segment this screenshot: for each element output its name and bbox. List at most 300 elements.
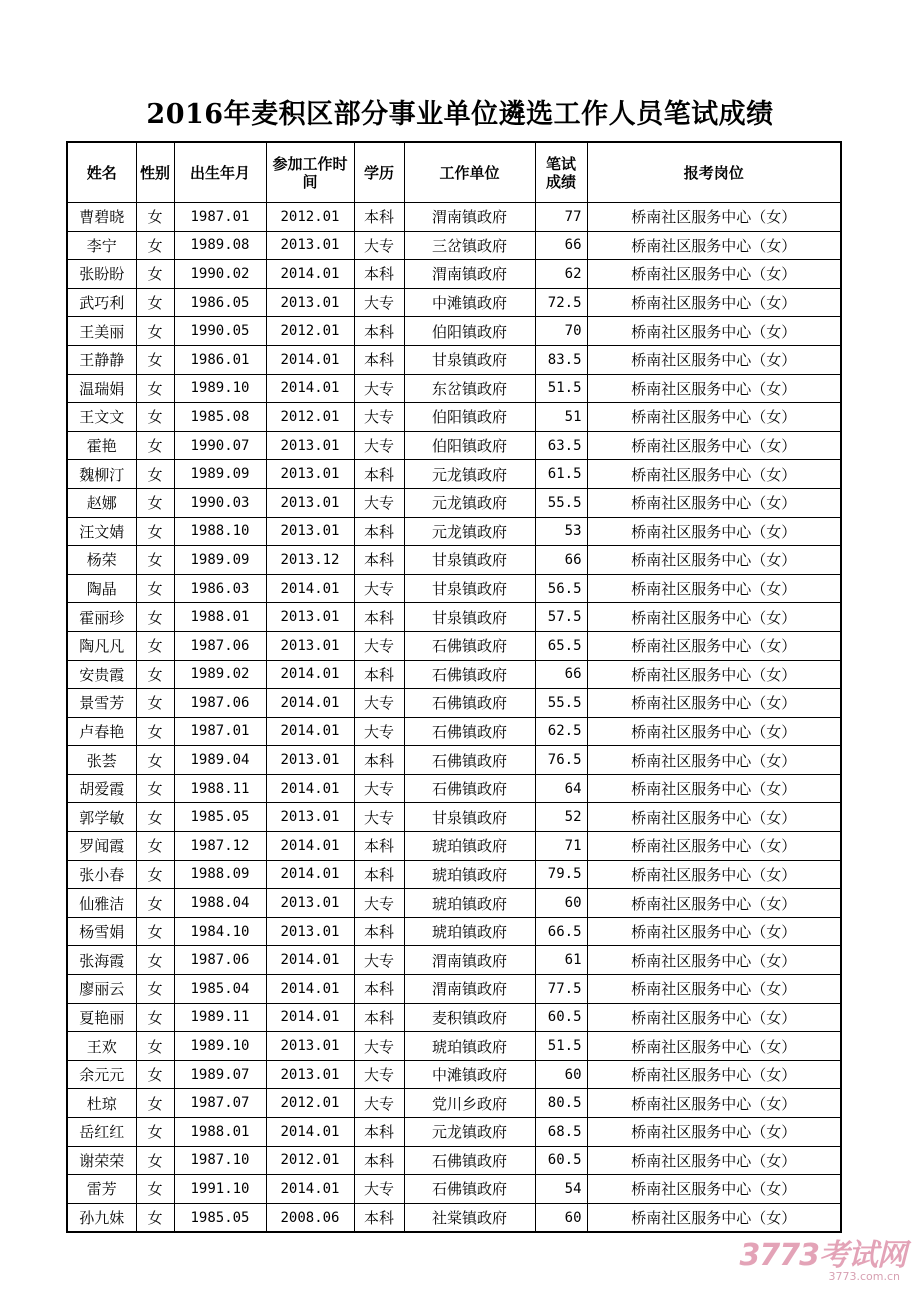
cell-gender: 女	[136, 803, 174, 832]
cell-work-start: 2013.01	[266, 631, 354, 660]
cell-employer: 三岔镇政府	[404, 231, 535, 260]
cell-birth: 1988.09	[174, 860, 266, 889]
cell-score: 56.5	[535, 574, 587, 603]
cell-birth: 1989.08	[174, 231, 266, 260]
cell-employer: 甘泉镇政府	[404, 546, 535, 575]
cell-birth: 1990.02	[174, 260, 266, 289]
table-row	[67, 660, 841, 689]
cell-birth: 1988.01	[174, 603, 266, 632]
cell-score: 68.5	[535, 1118, 587, 1147]
cell-work-start: 2012.01	[266, 203, 354, 232]
cell-score: 63.5	[535, 431, 587, 460]
cell-birth: 1987.07	[174, 1089, 266, 1118]
cell-name: 余元元	[67, 1060, 136, 1089]
cell-position: 桥南社区服务中心（女）	[587, 717, 841, 746]
watermark-url: 3773.com.cn	[828, 1270, 900, 1283]
cell-employer: 琥珀镇政府	[404, 889, 535, 918]
cell-work-start: 2013.01	[266, 1060, 354, 1089]
cell-score: 60.5	[535, 1146, 587, 1175]
table-row	[67, 832, 841, 861]
cell-education: 大专	[354, 689, 404, 718]
cell-score: 72.5	[535, 288, 587, 317]
table-row	[67, 574, 841, 603]
cell-birth: 1985.04	[174, 975, 266, 1004]
cell-score: 66	[535, 231, 587, 260]
table-row	[67, 1003, 841, 1032]
cell-name: 陶凡凡	[67, 631, 136, 660]
cell-gender: 女	[136, 260, 174, 289]
table-row	[67, 1089, 841, 1118]
cell-work-start: 2008.06	[266, 1203, 354, 1232]
cell-birth: 1985.08	[174, 403, 266, 432]
cell-education: 大专	[354, 488, 404, 517]
cell-name: 孙九妹	[67, 1203, 136, 1232]
cell-work-start: 2013.01	[266, 288, 354, 317]
cell-gender: 女	[136, 1146, 174, 1175]
table-row	[67, 1203, 841, 1232]
table-row	[67, 317, 841, 346]
header-employer: 工作单位	[404, 142, 535, 203]
cell-gender: 女	[136, 1203, 174, 1232]
cell-name: 汪文婧	[67, 517, 136, 546]
cell-position: 桥南社区服务中心（女）	[587, 917, 841, 946]
cell-position: 桥南社区服务中心（女）	[587, 345, 841, 374]
cell-gender: 女	[136, 1032, 174, 1061]
table-row	[67, 460, 841, 489]
cell-work-start: 2014.01	[266, 717, 354, 746]
cell-position: 桥南社区服务中心（女）	[587, 832, 841, 861]
cell-education: 大专	[354, 574, 404, 603]
table-row	[67, 488, 841, 517]
cell-score: 77	[535, 203, 587, 232]
cell-score: 71	[535, 832, 587, 861]
cell-employer: 石佛镇政府	[404, 746, 535, 775]
cell-employer: 石佛镇政府	[404, 1146, 535, 1175]
cell-employer: 中滩镇政府	[404, 1060, 535, 1089]
table-row	[67, 546, 841, 575]
cell-name: 雷芳	[67, 1175, 136, 1204]
cell-name: 谢荣荣	[67, 1146, 136, 1175]
cell-birth: 1989.10	[174, 374, 266, 403]
cell-birth: 1987.01	[174, 717, 266, 746]
cell-birth: 1991.10	[174, 1175, 266, 1204]
cell-work-start: 2012.01	[266, 1089, 354, 1118]
cell-employer: 甘泉镇政府	[404, 574, 535, 603]
cell-gender: 女	[136, 1060, 174, 1089]
cell-position: 桥南社区服务中心（女）	[587, 374, 841, 403]
cell-work-start: 2012.01	[266, 317, 354, 346]
cell-employer: 东岔镇政府	[404, 374, 535, 403]
cell-name: 张荟	[67, 746, 136, 775]
table-row	[67, 889, 841, 918]
cell-work-start: 2014.01	[266, 975, 354, 1004]
cell-work-start: 2013.01	[266, 1032, 354, 1061]
cell-employer: 琥珀镇政府	[404, 1032, 535, 1061]
cell-work-start: 2014.01	[266, 260, 354, 289]
cell-employer: 石佛镇政府	[404, 774, 535, 803]
cell-position: 桥南社区服务中心（女）	[587, 889, 841, 918]
cell-work-start: 2014.01	[266, 345, 354, 374]
table-row	[67, 260, 841, 289]
cell-position: 桥南社区服务中心（女）	[587, 1175, 841, 1204]
cell-education: 本科	[354, 1118, 404, 1147]
cell-birth: 1989.09	[174, 546, 266, 575]
cell-name: 魏柳汀	[67, 460, 136, 489]
cell-score: 61	[535, 946, 587, 975]
cell-education: 大专	[354, 774, 404, 803]
cell-gender: 女	[136, 231, 174, 260]
cell-name: 岳红红	[67, 1118, 136, 1147]
cell-name: 景雪芳	[67, 689, 136, 718]
table-row	[67, 231, 841, 260]
table-row	[67, 203, 841, 232]
cell-work-start: 2012.01	[266, 1146, 354, 1175]
cell-birth: 1987.06	[174, 631, 266, 660]
cell-birth: 1984.10	[174, 917, 266, 946]
cell-education: 大专	[354, 717, 404, 746]
cell-work-start: 2013.01	[266, 889, 354, 918]
cell-education: 大专	[354, 889, 404, 918]
cell-gender: 女	[136, 889, 174, 918]
cell-employer: 琥珀镇政府	[404, 832, 535, 861]
cell-score: 51.5	[535, 1032, 587, 1061]
cell-work-start: 2014.01	[266, 774, 354, 803]
cell-employer: 甘泉镇政府	[404, 803, 535, 832]
cell-birth: 1986.01	[174, 345, 266, 374]
cell-birth: 1988.11	[174, 774, 266, 803]
cell-position: 桥南社区服务中心（女）	[587, 803, 841, 832]
cell-position: 桥南社区服务中心（女）	[587, 774, 841, 803]
cell-employer: 渭南镇政府	[404, 946, 535, 975]
cell-score: 70	[535, 317, 587, 346]
table-row	[67, 689, 841, 718]
cell-gender: 女	[136, 431, 174, 460]
cell-education: 本科	[354, 260, 404, 289]
header-gender: 性别	[136, 142, 174, 203]
cell-score: 62	[535, 260, 587, 289]
cell-education: 大专	[354, 803, 404, 832]
cell-score: 66.5	[535, 917, 587, 946]
cell-work-start: 2014.01	[266, 860, 354, 889]
cell-gender: 女	[136, 546, 174, 575]
table-row	[67, 1175, 841, 1204]
cell-name: 温瑞娟	[67, 374, 136, 403]
cell-gender: 女	[136, 488, 174, 517]
cell-birth: 1987.12	[174, 832, 266, 861]
cell-employer: 社棠镇政府	[404, 1203, 535, 1232]
cell-employer: 麦积镇政府	[404, 1003, 535, 1032]
cell-gender: 女	[136, 946, 174, 975]
cell-position: 桥南社区服务中心（女）	[587, 488, 841, 517]
cell-education: 大专	[354, 946, 404, 975]
cell-gender: 女	[136, 317, 174, 346]
cell-gender: 女	[136, 203, 174, 232]
cell-gender: 女	[136, 1118, 174, 1147]
cell-education: 本科	[354, 975, 404, 1004]
cell-birth: 1987.10	[174, 1146, 266, 1175]
cell-name: 李宁	[67, 231, 136, 260]
cell-work-start: 2013.01	[266, 603, 354, 632]
cell-education: 大专	[354, 1032, 404, 1061]
cell-education: 大专	[354, 1175, 404, 1204]
cell-employer: 元龙镇政府	[404, 517, 535, 546]
cell-gender: 女	[136, 717, 174, 746]
cell-score: 64	[535, 774, 587, 803]
cell-score: 61.5	[535, 460, 587, 489]
cell-score: 60	[535, 1060, 587, 1089]
cell-birth: 1986.05	[174, 288, 266, 317]
cell-name: 张海霞	[67, 946, 136, 975]
cell-employer: 甘泉镇政府	[404, 345, 535, 374]
cell-work-start: 2013.01	[266, 231, 354, 260]
cell-gender: 女	[136, 345, 174, 374]
cell-position: 桥南社区服务中心（女）	[587, 288, 841, 317]
cell-name: 王文文	[67, 403, 136, 432]
table-row	[67, 631, 841, 660]
cell-employer: 甘泉镇政府	[404, 603, 535, 632]
cell-education: 本科	[354, 460, 404, 489]
table-row	[67, 1146, 841, 1175]
cell-employer: 石佛镇政府	[404, 717, 535, 746]
cell-score: 54	[535, 1175, 587, 1204]
cell-work-start: 2012.01	[266, 403, 354, 432]
cell-position: 桥南社区服务中心（女）	[587, 574, 841, 603]
cell-gender: 女	[136, 1003, 174, 1032]
cell-name: 卢春艳	[67, 717, 136, 746]
cell-name: 夏艳丽	[67, 1003, 136, 1032]
cell-education: 本科	[354, 1203, 404, 1232]
cell-birth: 1987.06	[174, 689, 266, 718]
cell-gender: 女	[136, 917, 174, 946]
cell-education: 大专	[354, 403, 404, 432]
cell-gender: 女	[136, 832, 174, 861]
cell-work-start: 2014.01	[266, 374, 354, 403]
cell-position: 桥南社区服务中心（女）	[587, 546, 841, 575]
cell-name: 罗闻霞	[67, 832, 136, 861]
cell-education: 本科	[354, 746, 404, 775]
cell-education: 本科	[354, 832, 404, 861]
cell-education: 本科	[354, 1003, 404, 1032]
cell-employer: 石佛镇政府	[404, 689, 535, 718]
cell-name: 杨雪娟	[67, 917, 136, 946]
cell-position: 桥南社区服务中心（女）	[587, 631, 841, 660]
cell-name: 王欢	[67, 1032, 136, 1061]
cell-work-start: 2013.01	[266, 917, 354, 946]
cell-score: 77.5	[535, 975, 587, 1004]
cell-work-start: 2013.01	[266, 746, 354, 775]
cell-position: 桥南社区服务中心（女）	[587, 203, 841, 232]
cell-education: 大专	[354, 231, 404, 260]
cell-gender: 女	[136, 517, 174, 546]
cell-position: 桥南社区服务中心（女）	[587, 946, 841, 975]
cell-position: 桥南社区服务中心（女）	[587, 460, 841, 489]
cell-score: 62.5	[535, 717, 587, 746]
header-work-start: 参加工作时间	[266, 142, 354, 203]
cell-work-start: 2014.01	[266, 1003, 354, 1032]
cell-education: 本科	[354, 203, 404, 232]
cell-position: 桥南社区服务中心（女）	[587, 603, 841, 632]
cell-birth: 1986.03	[174, 574, 266, 603]
cell-employer: 石佛镇政府	[404, 631, 535, 660]
cell-employer: 渭南镇政府	[404, 975, 535, 1004]
cell-work-start: 2014.01	[266, 1175, 354, 1204]
cell-birth: 1989.04	[174, 746, 266, 775]
header-row	[67, 142, 841, 203]
cell-score: 80.5	[535, 1089, 587, 1118]
table-row	[67, 431, 841, 460]
cell-employer: 党川乡政府	[404, 1089, 535, 1118]
cell-birth: 1989.02	[174, 660, 266, 689]
watermark	[740, 1230, 907, 1283]
cell-score: 60	[535, 889, 587, 918]
cell-employer: 中滩镇政府	[404, 288, 535, 317]
cell-score: 66	[535, 660, 587, 689]
cell-gender: 女	[136, 774, 174, 803]
cell-work-start: 2014.01	[266, 660, 354, 689]
cell-birth: 1989.10	[174, 1032, 266, 1061]
cell-score: 53	[535, 517, 587, 546]
cell-work-start: 2013.01	[266, 431, 354, 460]
cell-score: 51	[535, 403, 587, 432]
cell-score: 51.5	[535, 374, 587, 403]
cell-work-start: 2014.01	[266, 689, 354, 718]
cell-birth: 1989.09	[174, 460, 266, 489]
cell-gender: 女	[136, 1175, 174, 1204]
cell-birth: 1988.04	[174, 889, 266, 918]
cell-employer: 伯阳镇政府	[404, 431, 535, 460]
cell-education: 大专	[354, 631, 404, 660]
cell-work-start: 2014.01	[266, 574, 354, 603]
cell-birth: 1990.05	[174, 317, 266, 346]
cell-employer: 伯阳镇政府	[404, 403, 535, 432]
cell-education: 大专	[354, 1060, 404, 1089]
cell-score: 52	[535, 803, 587, 832]
cell-employer: 元龙镇政府	[404, 1118, 535, 1147]
cell-work-start: 2014.01	[266, 832, 354, 861]
cell-score: 60	[535, 1203, 587, 1232]
cell-education: 本科	[354, 660, 404, 689]
cell-work-start: 2014.01	[266, 1118, 354, 1147]
cell-birth: 1985.05	[174, 803, 266, 832]
cell-employer: 元龙镇政府	[404, 460, 535, 489]
cell-position: 桥南社区服务中心（女）	[587, 260, 841, 289]
cell-score: 55.5	[535, 488, 587, 517]
cell-position: 桥南社区服务中心（女）	[587, 403, 841, 432]
cell-employer: 渭南镇政府	[404, 203, 535, 232]
cell-name: 赵娜	[67, 488, 136, 517]
table-row	[67, 946, 841, 975]
cell-education: 本科	[354, 860, 404, 889]
watermark-logo: 3773考试网	[739, 1238, 906, 1273]
cell-employer: 琥珀镇政府	[404, 860, 535, 889]
table-row	[67, 403, 841, 432]
cell-gender: 女	[136, 689, 174, 718]
cell-work-start: 2013.12	[266, 546, 354, 575]
cell-birth: 1989.07	[174, 1060, 266, 1089]
cell-position: 桥南社区服务中心（女）	[587, 689, 841, 718]
cell-education: 本科	[354, 917, 404, 946]
cell-birth: 1988.10	[174, 517, 266, 546]
cell-name: 曹碧晓	[67, 203, 136, 232]
cell-gender: 女	[136, 1089, 174, 1118]
cell-education: 本科	[354, 345, 404, 374]
cell-name: 霍丽珍	[67, 603, 136, 632]
cell-education: 本科	[354, 517, 404, 546]
cell-employer: 伯阳镇政府	[404, 317, 535, 346]
cell-gender: 女	[136, 288, 174, 317]
cell-birth: 1988.01	[174, 1118, 266, 1147]
cell-employer: 元龙镇政府	[404, 488, 535, 517]
cell-score: 76.5	[535, 746, 587, 775]
cell-position: 桥南社区服务中心（女）	[587, 860, 841, 889]
cell-position: 桥南社区服务中心（女）	[587, 1032, 841, 1061]
cell-birth: 1990.03	[174, 488, 266, 517]
cell-position: 桥南社区服务中心（女）	[587, 1146, 841, 1175]
cell-gender: 女	[136, 460, 174, 489]
table-row	[67, 746, 841, 775]
scores-table	[66, 141, 842, 1233]
table-row	[67, 860, 841, 889]
cell-education: 大专	[354, 288, 404, 317]
cell-position: 桥南社区服务中心（女）	[587, 1003, 841, 1032]
cell-education: 本科	[354, 1146, 404, 1175]
cell-employer: 渭南镇政府	[404, 260, 535, 289]
cell-position: 桥南社区服务中心（女）	[587, 1118, 841, 1147]
cell-position: 桥南社区服务中心（女）	[587, 431, 841, 460]
table-row	[67, 288, 841, 317]
cell-score: 65.5	[535, 631, 587, 660]
table-row	[67, 517, 841, 546]
table-row	[67, 1060, 841, 1089]
cell-work-start: 2013.01	[266, 803, 354, 832]
cell-gender: 女	[136, 374, 174, 403]
cell-gender: 女	[136, 574, 174, 603]
header-score: 笔试成绩	[535, 142, 587, 203]
cell-name: 张盼盼	[67, 260, 136, 289]
cell-name: 杜琼	[67, 1089, 136, 1118]
cell-education: 大专	[354, 1089, 404, 1118]
cell-employer: 琥珀镇政府	[404, 917, 535, 946]
cell-employer: 石佛镇政府	[404, 1175, 535, 1204]
cell-work-start: 2014.01	[266, 946, 354, 975]
table-row	[67, 1032, 841, 1061]
cell-position: 桥南社区服务中心（女）	[587, 317, 841, 346]
cell-position: 桥南社区服务中心（女）	[587, 1203, 841, 1232]
cell-education: 本科	[354, 546, 404, 575]
cell-gender: 女	[136, 860, 174, 889]
table-row	[67, 345, 841, 374]
cell-score: 57.5	[535, 603, 587, 632]
cell-name: 廖丽云	[67, 975, 136, 1004]
cell-birth: 1990.07	[174, 431, 266, 460]
table-body	[67, 203, 841, 1233]
cell-work-start: 2013.01	[266, 460, 354, 489]
header-position: 报考岗位	[587, 142, 841, 203]
header-education: 学历	[354, 142, 404, 203]
cell-position: 桥南社区服务中心（女）	[587, 1060, 841, 1089]
page-title: 2016年麦积区部分事业单位遴选工作人员笔试成绩	[146, 99, 774, 130]
cell-name: 陶晶	[67, 574, 136, 603]
cell-name: 郭学敏	[67, 803, 136, 832]
cell-score: 83.5	[535, 345, 587, 374]
cell-score: 66	[535, 546, 587, 575]
cell-birth: 1985.05	[174, 1203, 266, 1232]
cell-position: 桥南社区服务中心（女）	[587, 1089, 841, 1118]
cell-gender: 女	[136, 631, 174, 660]
cell-employer: 石佛镇政府	[404, 660, 535, 689]
cell-name: 武巧利	[67, 288, 136, 317]
table-row	[67, 1118, 841, 1147]
